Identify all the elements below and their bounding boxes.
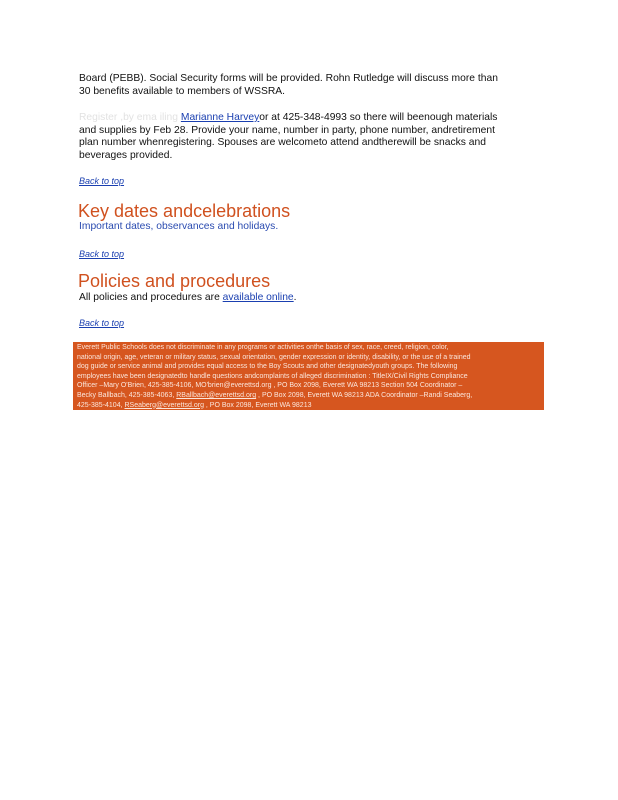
key-dates-heading: Key dates andcelebrations xyxy=(78,201,291,221)
footer-line-7 xyxy=(77,401,540,410)
footer-line-5: Officer –Mary O'Brien, 425-385-4106, MO'brien@everettsd.org , PO Box 2098, Everett WA 98213 Section 504 Coordinator – xyxy=(77,382,463,390)
footer-line-3: dog guide or service animal and provides equal access to the Boy Scouts and other designatedyouth groups. The following xyxy=(77,363,458,371)
marianne-harvey-link[interactable]: Marianne Harvey xyxy=(180,112,260,123)
ballbach-email-link[interactable]: RBallbach@everettsd.org xyxy=(176,391,257,399)
intro-line-1: Board (PEBB). Social Security forms will be provided. Rohn Rutledge will discuss more than xyxy=(79,73,498,84)
footer-line-4: employees have been designatedto handle questions andcomplaints of alleged discrimination : TitleIX/Civil Rights Compliance xyxy=(77,372,468,380)
footer-line-7-b: , PO Box 2098, Everett WA 98213 xyxy=(203,401,312,409)
footer-line-7-a: 425-385-4104, xyxy=(77,401,125,409)
policies-heading: Policies and procedures xyxy=(78,271,271,291)
register-line-2: and supplies by Feb 28. Provide your name, number in party, phone number, andretirement xyxy=(79,124,495,136)
nondiscrimination-footer xyxy=(73,342,544,410)
back-to-top-link-1[interactable]: Back to top xyxy=(79,176,125,186)
register-line-1 xyxy=(79,112,534,125)
policies-text-before: All policies and procedures are xyxy=(79,292,223,303)
back-to-top-link-3[interactable]: Back to top xyxy=(79,318,125,328)
policies-text-after: . xyxy=(293,292,297,303)
footer-line-1: Everett Public Schools does not discriminate in any programs or activities onthe basis of sex, race, creed, religion, color, xyxy=(77,344,449,351)
intro-line-2: 30 benefits available to members of WSSRA. xyxy=(79,85,286,97)
register-line-3: plan number whenregistering. Spouses are welcometo attend andtherewill be snacks and xyxy=(79,137,486,149)
available-online-link[interactable]: available online xyxy=(222,292,294,303)
footer-line-2: national origin, age, veteran or military status, sexual orientation, gender expression or identity, disability, or the use of a trained xyxy=(77,353,471,361)
intro-paragraph xyxy=(79,73,534,98)
register-paragraph xyxy=(79,112,534,162)
key-dates-subtitle: Important dates, observances and holidays. xyxy=(79,221,279,232)
footer-line-6 xyxy=(77,391,540,401)
back-to-top-link-2[interactable]: Back to top xyxy=(79,249,125,259)
seaberg-email-link[interactable]: RSeaberg@everettsd.org xyxy=(124,401,204,409)
footer-line-6-a: Becky Ballbach, 425-385-4063, xyxy=(77,391,177,399)
register-faded-prefix: Register ,by ema iling xyxy=(79,112,181,123)
register-text-after: or at 425-348-4993 so there will beenough materials xyxy=(259,112,498,123)
footer-line-6-b: , PO Box 2098, Everett WA 98213 ADA Coordinator –Randi Seaberg, xyxy=(256,391,473,399)
register-line-4: beverages provided. xyxy=(79,149,173,161)
policies-text xyxy=(79,292,534,305)
